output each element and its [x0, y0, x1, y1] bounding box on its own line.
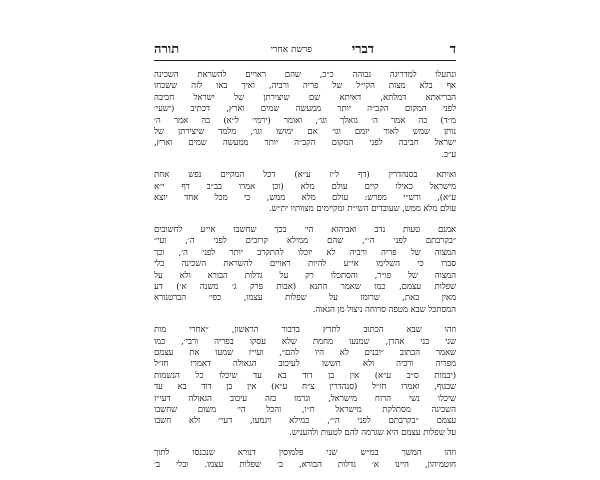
- text-line: וזהו המשך במ״ש שני פלמוסין דנורא שנכנסו לתוך: [154, 448, 456, 459]
- text-line: אמנם טעות נדב ואביהוא הי׳ בכך שחשבו אי״ע לחשובים: [154, 224, 456, 235]
- text-line: מישראל כאילו קיים עולם מלא (וכן אמרו בב״ב דף י״א: [154, 181, 456, 192]
- text-line: נותן שמש לאור יומם וגו׳ אם ימושו וגו׳, מלמד שיצירתן של: [154, 127, 456, 138]
- page-letter: ד: [449, 42, 456, 57]
- text-line: ע״כ.: [441, 149, 456, 160]
- running-header: [154, 40, 456, 60]
- text-line: שפלות עצמם, כמו שאמר התנא (אבות פרק ג׳ משנה א׳) דע: [154, 281, 456, 292]
- text-line: ישראל חביבה לפני המקום הקב״ה יותר ממעשה שמים וארץ,: [154, 138, 456, 149]
- text-line: ונתעלו למדריגה גבוהה כ״כ, שהם ראויים להשראת השכינה: [154, 70, 456, 80]
- text-line: לפני המקום הקב״ה יותר ממעשה שמים וארץ, דכתיב (ישעי׳: [154, 104, 456, 115]
- text-line: ע״א), ורש״י מפרש: עולם מלא ממש, כי מכל אחד יוצא: [154, 193, 456, 204]
- text-line: חוטמיהון, היינו א׳ גדלות הבורא, ב׳ שפלות עצמו. ובלי ב׳: [154, 459, 456, 470]
- paragraph: [154, 170, 456, 216]
- text-line: מפריה ורביה ולא חששו לעיכוב הגאולה דאמרו חז״ל: [154, 359, 456, 370]
- text-line: אף בלא מצות הקי״ל של פריה ורביה, ואיך באו לזה ששכחו: [154, 81, 456, 92]
- paragraph: [154, 448, 456, 471]
- text-line: שאמר הכתוב ״ובנים לא היו להם״, ועי״ז שמעו את עצמם: [154, 347, 456, 358]
- parsha-name: פרשת אחרי: [270, 45, 312, 55]
- text-line: מאין באת, שרומז על שפלות עצמו, כפי׳ הברטנורא: [154, 293, 456, 304]
- text-line: שיכלו נשי הרוח מישראל, וגרמו בזה עיכוב הגאולה דעי״ז: [154, 393, 456, 404]
- text-line: ואיתא בסנהדרין (דף ל״ז ע״א) דכל המקיים נפש אחת: [154, 170, 456, 181]
- text-line: וזהו שבא הכתוב לתרץ בדבור הראשון, ״אחרי מות: [154, 325, 456, 336]
- text-line: עולם מלא ממש, שעובדים השי״ת ומקיימים מצוותיו ית״ש.: [268, 204, 456, 215]
- text-line: המצוה של פו״ר, והסתכלו רק על גדלות הבורא ולא על: [154, 270, 456, 281]
- text-line: על שפלות עצמם היא שגרמה להם לטעות ולהעניש.: [289, 427, 456, 438]
- text-line: (יבמות ס״ב ע״א) אין בן דוד בא עד שיכלו כל הנשמות: [154, 370, 456, 381]
- paragraph: [154, 70, 456, 161]
- paragraph: [154, 325, 456, 439]
- book-title: דברי: [351, 42, 374, 57]
- text-line: המצוה של פריה ורביה לא יוכלו להתקרב יותר לפני ה׳, וכך: [154, 247, 456, 258]
- text-line: שני בני אהרן, שמנעו מחמת שלא עסקו בפריה ורבי׳, כמו: [154, 336, 456, 347]
- text-line: ״בקרבתם לפני ה׳״, שהם ממילא קרובים לפני ה׳, ועי״: [154, 236, 456, 247]
- paragraph: [154, 225, 456, 316]
- text-line: המסתכל שבא מטפה סרוחה ניצול מן הגאוה.: [312, 304, 456, 315]
- text-line: מ״ד) כה אמר ה׳ גואלך וגו׳, ואומר (ירמי׳ ל״א) כה אמר ה׳: [154, 115, 456, 126]
- section-title: תורה: [154, 42, 180, 57]
- text-line: השכינה מסתלקת מישראל ח״ו, והכל הי׳ משום שחשבו: [154, 404, 456, 415]
- text-line: הבריאתא דמלתא, דאיתא שם שיצירתן של ישראל חביבה: [154, 92, 456, 103]
- text-line: עצמם ״בקרבתם לפני ה׳״, כמילא ויגמעו, דעי״ זלא חשבו: [154, 416, 456, 427]
- text-line: סברו כי השלימו אי״ע להיות ראויים להשראת השכינה בלי: [154, 259, 456, 270]
- body-text: [154, 70, 456, 480]
- text-line: שבגוף, ואמרו חז״ל (סנהדרין צ״ח ע״א) אין בן דוד בא עד: [154, 382, 456, 393]
- header-rule: [154, 60, 456, 61]
